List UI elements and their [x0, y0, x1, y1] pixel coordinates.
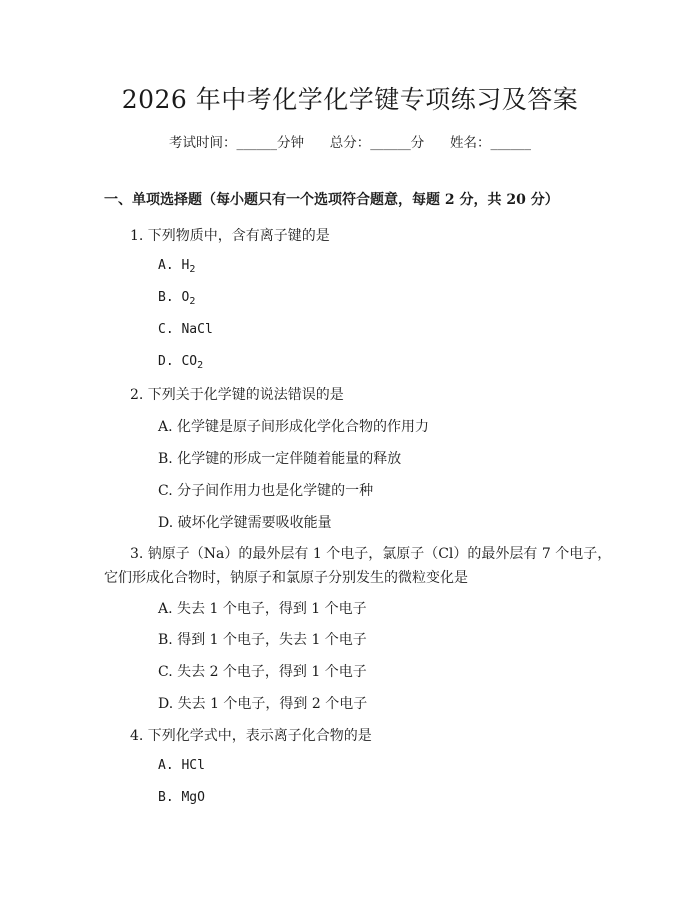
subscript: 2 — [189, 264, 196, 275]
question-3-stem-line1: 3. 钠原子（Na）的最外层有 1 个电子，氯原子（Cl）的最外层有 7 个电子， — [130, 546, 612, 562]
page-title: 2026 年中考化学化学键专项练习及答案 — [121, 85, 579, 114]
subscript: 2 — [197, 360, 204, 371]
question-3-option-b: B. 得到 1 个电子，失去 1 个电子 — [158, 632, 367, 648]
option-text: D. CO — [158, 354, 198, 369]
question-2-stem: 2. 下列关于化学键的说法错误的是 — [130, 387, 344, 403]
question-4-stem: 4. 下列化学式中，表示离子化合物的是 — [130, 728, 372, 744]
option-text: A. H — [158, 258, 190, 273]
question-3-option-a: A. 失去 1 个电子，得到 1 个电子 — [158, 601, 367, 617]
question-4-option-a: A. HCl — [158, 758, 205, 773]
question-3-option-c: C. 失去 2 个电子，得到 1 个电子 — [158, 664, 367, 680]
question-2-option-d: D. 破坏化学键需要吸收能量 — [158, 515, 332, 531]
exam-info-line: 考试时间：______分钟 总分：______分 姓名：______ — [169, 135, 531, 151]
question-4-option-b: B. MgO — [158, 790, 205, 805]
option-text: B. O — [158, 290, 190, 305]
question-2-option-c: C. 分子间作用力也是化学键的一种 — [158, 483, 374, 499]
section-heading: 一、单项选择题（每小题只有一个选项符合题意，每题 2 分，共 20 分） — [104, 192, 559, 208]
question-2-option-b: B. 化学键的形成一定伴随着能量的释放 — [158, 451, 402, 467]
question-2-option-a: A. 化学键是原子间形成化学化合物的作用力 — [158, 419, 430, 435]
subscript: 2 — [189, 296, 196, 307]
question-1-option-b — [158, 290, 195, 305]
question-3-option-d: D. 失去 1 个电子，得到 2 个电子 — [158, 696, 368, 712]
question-1-option-d — [158, 354, 203, 369]
question-1-stem: 1. 下列物质中，含有离子键的是 — [130, 228, 330, 244]
question-1-option-a — [158, 258, 195, 273]
option-text: C. NaCl — [158, 322, 213, 337]
question-1-option-c — [158, 322, 213, 337]
question-3-stem-line2: 它们形成化合物时，钠原子和氯原子分别发生的微粒变化是 — [104, 570, 468, 586]
